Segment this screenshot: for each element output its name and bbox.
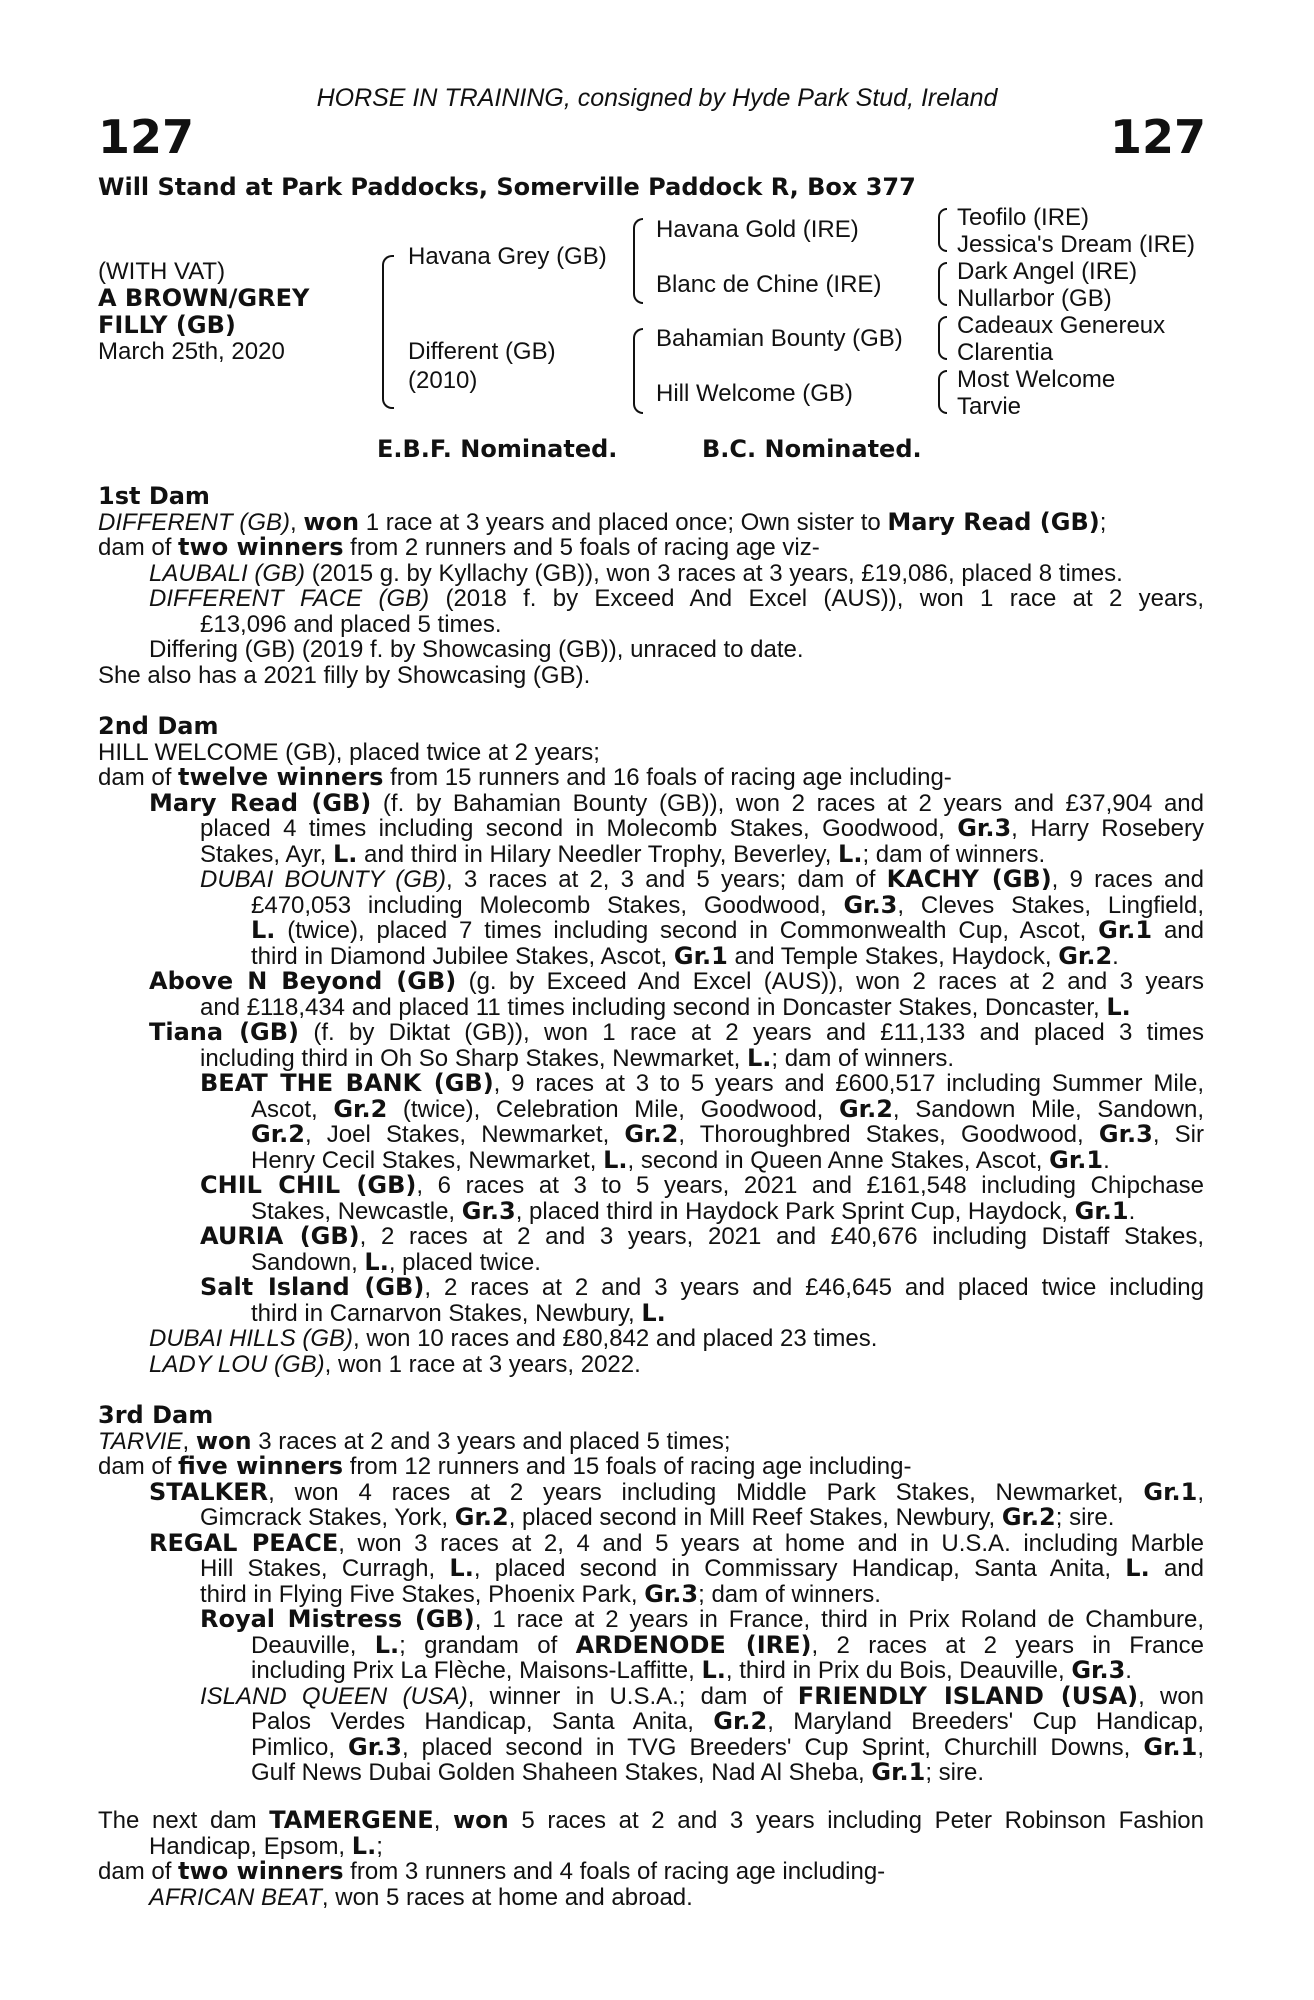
horse-description-line1: A BROWN/GREY xyxy=(98,284,310,312)
second-dam-line: £470,053 including Molecomb Stakes, Goodwood, Gr.3, Cleves Stakes, Lingfield, xyxy=(251,890,1204,919)
first-dam-line: Differing (GB) (2019 f. by Showcasing (GB)), unraced to date. xyxy=(149,636,804,663)
third-dam-line: Gimcrack Stakes, York, Gr.2, placed second in Mill Reef Stakes, Newbury, Gr.2; sire. xyxy=(200,1503,1115,1531)
second-dam-line: AURIA (GB), 2 races at 2 and 3 years, 2021 and £40,676 including Distaff Stakes, xyxy=(200,1222,1204,1250)
second-dam-title: 2nd Dam xyxy=(98,712,219,740)
second-dam-line: Gr.2, Joel Stakes, Newmarket, Gr.2, Thoroughbred Stakes, Goodwood, Gr.3, Sir xyxy=(251,1120,1204,1148)
second-dam-line: Stakes, Ayr, L. and third in Hilary Needler Trophy, Beverley, L.; dam of winners. xyxy=(200,839,1046,868)
third-dam-line: Royal Mistress (GB), 1 race at 2 years in France, third in Prix Roland de Chambure, xyxy=(200,1605,1204,1633)
first-dam-line: DIFFERENT (GB), won 1 race at 3 years and placed once; Own sister to Mary Read (GB); xyxy=(98,507,1107,536)
second-dam-line: Sandown, L., placed twice. xyxy=(251,1247,541,1276)
next-dam-line: dam of two winners from 3 runners and 4 foals of racing age including- xyxy=(98,1857,886,1885)
second-dam-line: third in Carnarvon Stakes, Newbury, L. xyxy=(251,1298,666,1327)
horse-description-line2: FILLY (GB) xyxy=(98,311,236,339)
first-dam-section xyxy=(98,484,1204,688)
ebf-nomination: E.B.F. Nominated. xyxy=(377,435,618,463)
third-dam-line: Pimlico, Gr.3, placed second in TVG Breeders' Cup Sprint, Churchill Downs, Gr.1, xyxy=(251,1732,1204,1761)
lot-number-left: 127 xyxy=(98,110,195,164)
second-dam-line: and £118,434 and placed 11 times including second in Doncaster Stakes, Doncaster, L. xyxy=(200,992,1131,1021)
pedigree-gg7: Most Welcome xyxy=(957,366,1116,393)
catalogue-subtitle: HORSE IN TRAINING, consigned by Hyde Park Stud, Ireland xyxy=(316,84,998,112)
third-dam-line: REGAL PEACE, won 3 races at 2, 4 and 5 years at home and in U.S.A. including Marble xyxy=(149,1528,1204,1557)
third-dam-section xyxy=(98,1403,1204,1786)
third-dam-line: Deauville, L.; grandam of ARDENODE (IRE), 2 races at 2 years in France xyxy=(251,1630,1205,1659)
foaling-date: March 25th, 2020 xyxy=(98,338,285,365)
pedigree-gg8: Tarvie xyxy=(957,393,1022,420)
second-dam-line: LADY LOU (GB), won 1 race at 3 years, 2022. xyxy=(149,1350,641,1378)
second-dam-line: Above N Beyond (GB) (g. by Exceed And Excel (AUS)), won 2 races at 2 and 3 years xyxy=(149,967,1205,995)
second-dam-line: DUBAI HILLS (GB), won 10 races and £80,842 and placed 23 times. xyxy=(149,1325,878,1352)
pedigree-gg4: Nullarbor (GB) xyxy=(957,285,1112,312)
pedigree-gg3: Dark Angel (IRE) xyxy=(957,258,1138,285)
pedigree-brace-g4 xyxy=(938,370,947,414)
bc-nomination: B.C. Nominated. xyxy=(702,435,922,463)
next-dam-line: AFRICAN BEAT, won 5 races at home and abroad. xyxy=(149,1883,693,1911)
third-dam-line: STALKER, won 4 races at 2 years including Middle Park Stakes, Newmarket, Gr.1, xyxy=(149,1477,1204,1506)
vat-status: (WITH VAT) xyxy=(98,258,226,285)
first-dam-line: DIFFERENT FACE (GB) (2018 f. by Exceed And Excel (AUS)), won 1 race at 2 years, xyxy=(149,585,1205,612)
pedigree-brace-g2 xyxy=(938,262,947,306)
second-dam-line: CHIL CHIL (GB), 6 races at 3 to 5 years, 2021 and £161,548 including Chipchase xyxy=(200,1171,1205,1199)
third-dam-line: TARVIE, won 3 races at 2 and 3 years and placed 5 times; xyxy=(98,1426,731,1455)
first-dam-line: £13,096 and placed 5 times. xyxy=(200,610,502,638)
pedigree-gg5: Cadeaux Genereux xyxy=(957,312,1166,339)
first-dam-line: LAUBALI (GB) (2015 g. by Kyllachy (GB)), won 3 races at 3 years, £19,086, placed 8 times. xyxy=(149,559,1123,587)
second-dam-line: Tiana (GB) (f. by Diktat (GB)), won 1 race at 2 years and £11,133 and placed 3 times xyxy=(149,1018,1204,1046)
third-dam-line: dam of five winners from 12 runners and 15 foals of racing age including- xyxy=(98,1452,912,1480)
pedigree-brace-sire xyxy=(633,218,643,304)
pedigree-gg1: Teofilo (IRE) xyxy=(957,204,1090,231)
third-dam-line: ISLAND QUEEN (USA), winner in U.S.A.; dam of FRIENDLY ISLAND (USA), won xyxy=(200,1681,1205,1710)
pedigree-brace-dam xyxy=(633,328,643,414)
second-dam-line: L. (twice), placed 7 times including second in Commonwealth Cup, Ascot, Gr.1 and xyxy=(251,916,1204,944)
next-dam-section xyxy=(98,1808,1204,1910)
second-dam-line: BEAT THE BANK (GB), 9 races at 3 to 5 years and £600,517 including Summer Mile, xyxy=(200,1069,1204,1097)
second-dam-section xyxy=(98,714,1204,1377)
third-dam-line: third in Flying Five Stakes, Phoenix Park, Gr.3; dam of winners. xyxy=(200,1579,881,1608)
pedigree-dam: Different (GB) xyxy=(408,338,556,365)
pedigree-sire: Havana Grey (GB) xyxy=(408,243,607,270)
second-dam-line: Ascot, Gr.2 (twice), Celebration Mile, Goodwood, Gr.2, Sandown Mile, Sandown, xyxy=(251,1094,1205,1123)
pedigree-sire-sire: Havana Gold (IRE) xyxy=(656,216,859,243)
second-dam-line: Stakes, Newcastle, Gr.3, placed third in Haydock Park Sprint Cup, Haydock, Gr.1. xyxy=(251,1196,1136,1225)
pedigree-brace-g3 xyxy=(938,316,947,360)
pedigree-dam-year: (2010) xyxy=(408,367,478,394)
pedigree-dam-dam: Hill Welcome (GB) xyxy=(656,380,853,407)
pedigree-sire-dam: Blanc de Chine (IRE) xyxy=(656,271,882,298)
second-dam-line: DUBAI BOUNTY (GB), 3 races at 2, 3 and 5 years; dam of KACHY (GB), 9 races and xyxy=(200,865,1204,893)
third-dam-line: Gulf News Dubai Golden Shaheen Stakes, Nad Al Sheba, Gr.1; sire. xyxy=(251,1758,985,1786)
pedigree-dam-sire: Bahamian Bounty (GB) xyxy=(656,325,903,352)
pedigree-gg2: Jessica's Dream (IRE) xyxy=(957,231,1195,258)
pedigree-gg6: Clarentia xyxy=(957,339,1054,366)
third-dam-line: Hill Stakes, Curragh, L., placed second in Commissary Handicap, Santa Anita, L. and xyxy=(200,1554,1204,1582)
second-dam-line: including third in Oh So Sharp Stakes, Newmarket, L.; dam of winners. xyxy=(200,1043,955,1072)
third-dam-line: Palos Verdes Handicap, Santa Anita, Gr.2, Maryland Breeders' Cup Handicap, xyxy=(251,1707,1205,1735)
third-dam-line: including Prix La Flèche, Maisons-Laffitte, L., third in Prix du Bois, Deauville, Gr.3. xyxy=(251,1656,1132,1684)
first-dam-line: dam of two winners from 2 runners and 5 foals of racing age viz- xyxy=(98,533,820,561)
first-dam-line: She also has a 2021 filly by Showcasing (GB). xyxy=(98,661,591,689)
second-dam-line: Mary Read (GB) (f. by Bahamian Bounty (GB)), won 2 races at 2 years and £37,904 and xyxy=(149,788,1204,817)
second-dam-line: HILL WELCOME (GB), placed twice at 2 years; xyxy=(98,738,600,766)
second-dam-line: dam of twelve winners from 15 runners and 16 foals of racing age including- xyxy=(98,763,952,791)
second-dam-line: placed 4 times including second in Molecomb Stakes, Goodwood, Gr.3, Harry Rosebery xyxy=(200,814,1204,842)
first-dam-title: 1st Dam xyxy=(98,482,210,510)
pedigree-brace-g1 xyxy=(938,208,947,252)
stand-location: Will Stand at Park Paddocks, Somerville Paddock R, Box 377 xyxy=(98,173,916,201)
next-dam-line: Handicap, Epsom, L.; xyxy=(149,1831,383,1860)
second-dam-line: Henry Cecil Stakes, Newmarket, L., second in Queen Anne Stakes, Ascot, Gr.1. xyxy=(251,1145,1110,1174)
lot-number-right: 127 xyxy=(1109,110,1206,164)
next-dam-line: The next dam TAMERGENE, won 5 races at 2 and 3 years including Peter Robinson Fashion xyxy=(98,1806,1204,1834)
pedigree-brace-main xyxy=(382,255,394,409)
second-dam-line: third in Diamond Jubilee Stakes, Ascot, Gr.1 and Temple Stakes, Haydock, Gr.2. xyxy=(251,941,1119,970)
second-dam-line: Salt Island (GB), 2 races at 2 and 3 years and £46,645 and placed twice including xyxy=(200,1273,1204,1301)
third-dam-title: 3rd Dam xyxy=(98,1401,214,1429)
